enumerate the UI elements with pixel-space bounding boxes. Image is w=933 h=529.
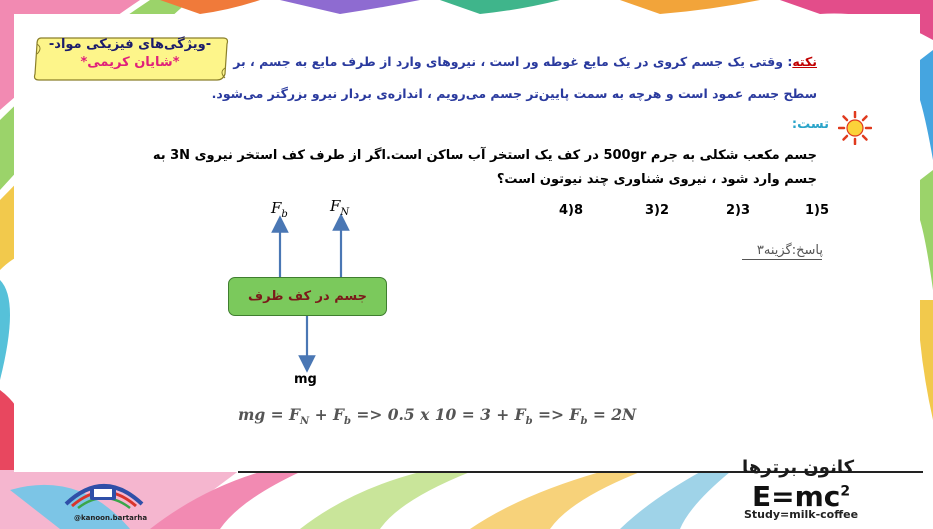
- logo-caption: @kanoon.bartarha: [74, 514, 148, 522]
- question-line-1: جسم مکعب شکلی به جرم 500gr در کف یک استخر آب ساکن است.اگر از طرف کف استخر نیروی 3N به: [152, 148, 817, 163]
- banner-author: *شایان کریمی*: [80, 55, 180, 70]
- brand-title: کانون برترها: [742, 457, 855, 478]
- test-label: تست:: [791, 117, 829, 132]
- option-1: 5(1: [805, 203, 830, 218]
- note-line-2: سطح جسم عمود است و هرچه به سمت پایین‌تر جسم می‌رویم ، اندازه‌ی بردار نیرو بزرگتر می‌شود.: [211, 86, 817, 101]
- mg-label: mg: [294, 372, 317, 387]
- option-3: 2(3: [645, 203, 670, 218]
- option-2: 3(2: [726, 203, 751, 218]
- body-box: جسم در کف ظرف: [228, 277, 387, 316]
- solution-equation: mg = $F_N + F_b => 0.5$ x $10 = 3 + F_b => F_b = 2N$: [238, 405, 637, 428]
- brand-formula: $E=mc^2$: [752, 480, 851, 513]
- fb-label: $F_b$: [271, 199, 288, 220]
- note-keyword: نکته: [792, 54, 817, 69]
- option-4: 8(4: [559, 203, 584, 218]
- note-line-1-text: : وقتی یک جسم کروی در یک مایع غوطه ور است ، نیروهای وارد از طرف مایع به جسم ، بر: [233, 54, 793, 69]
- banner-title: -ویژگی‌های فیزیکی مواد-: [48, 37, 212, 52]
- answer-text: پاسخ:گزینه۳: [756, 243, 823, 258]
- question-line-2: جسم وارد شود ، نیروی شناوری چند نیوتون است؟: [496, 172, 817, 187]
- brand-slogan: Study=milk-coffee: [744, 508, 859, 521]
- fn-label: $F_N$: [330, 197, 350, 218]
